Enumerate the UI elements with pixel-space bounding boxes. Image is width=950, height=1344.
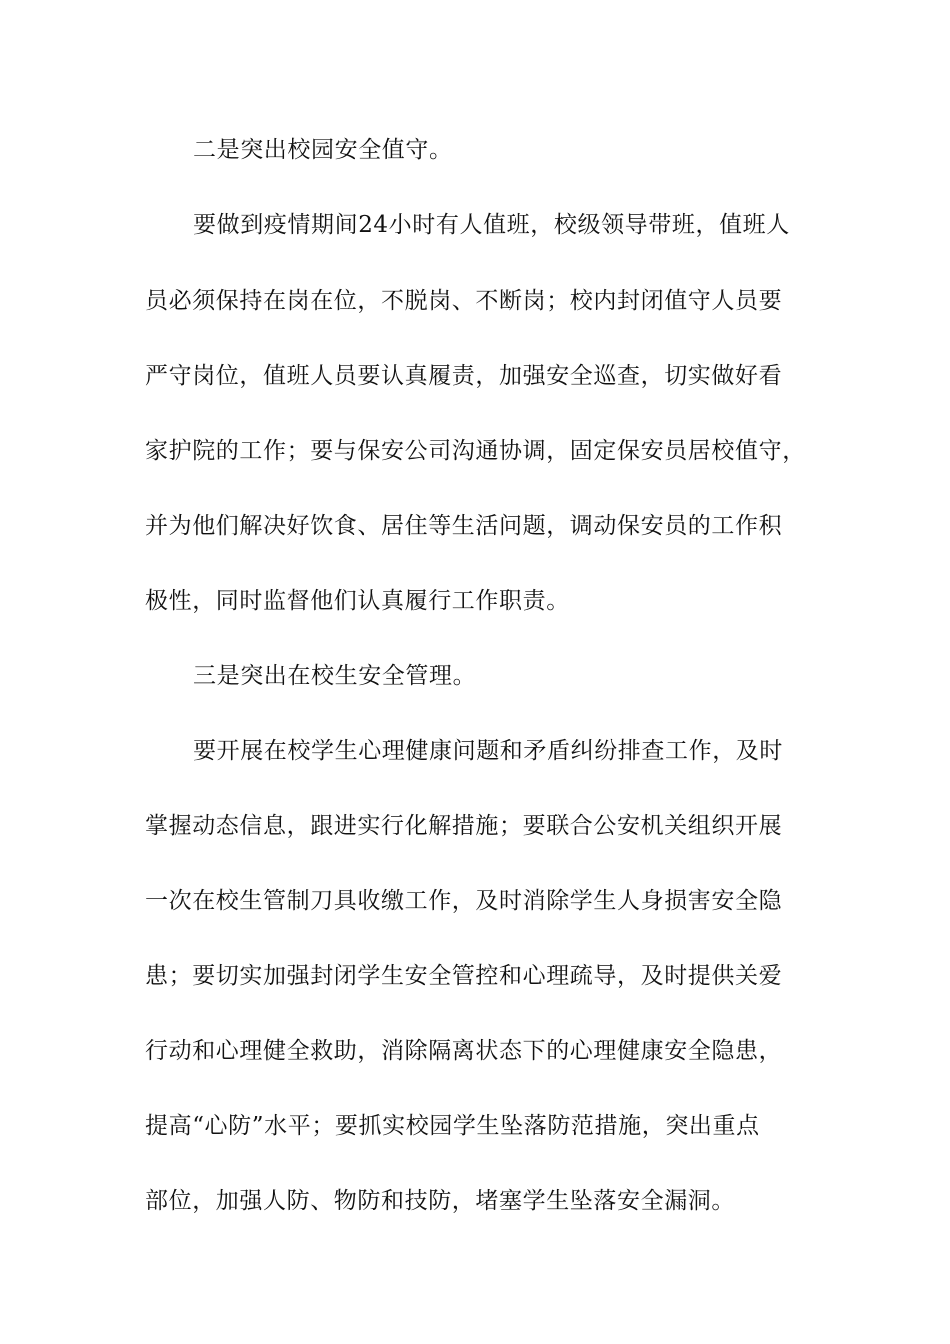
paragraph-line: 员必须保持在岗在位，不脱岗、不断岗；校内封闭值守人员要 [145,288,783,314]
paragraph-line: 家护院的工作；要与保安公司沟通协调，固定保安员居校值守， [145,438,806,464]
paragraph-line: 掌握动态信息，跟进实行化解措施；要联合公安机关组织开展 [145,813,783,839]
paragraph-line: 行动和心理健全救助，消除隔离状态下的心理健康安全隐患， [145,1038,783,1064]
paragraph-line: 极性，同时监督他们认真履行工作职责。 [145,588,570,614]
paragraph-line: 提高“心防”水平；要抓实校园学生坠落防范措施，突出重点 [145,1113,760,1139]
paragraph-line: 一次在校生管制刀具收缴工作，及时消除学生人身损害安全隐 [145,888,783,914]
paragraph-line: 要开展在校学生心理健康问题和矛盾纠纷排查工作，及时 [193,738,783,764]
paragraph-line: 并为他们解决好饮食、居住等生活问题，调动保安员的工作积 [145,513,783,539]
paragraph-line: 严守岗位，值班人员要认真履责，加强安全巡查，切实做好看 [145,363,783,389]
paragraph-line: 要做到疫情期间24小时有人值班，校级领导带班，值班人 [193,212,790,238]
heading-student-safety: 三是突出在校生安全管理。 [193,663,477,689]
paragraph-line: 患；要切实加强封闭学生安全管控和心理疏导，及时提供关爱 [145,963,783,989]
heading-campus-duty: 二是突出校园安全值守。 [193,137,453,163]
paragraph-line: 部位，加强人防、物防和技防，堵塞学生坠落安全漏洞。 [145,1188,735,1214]
